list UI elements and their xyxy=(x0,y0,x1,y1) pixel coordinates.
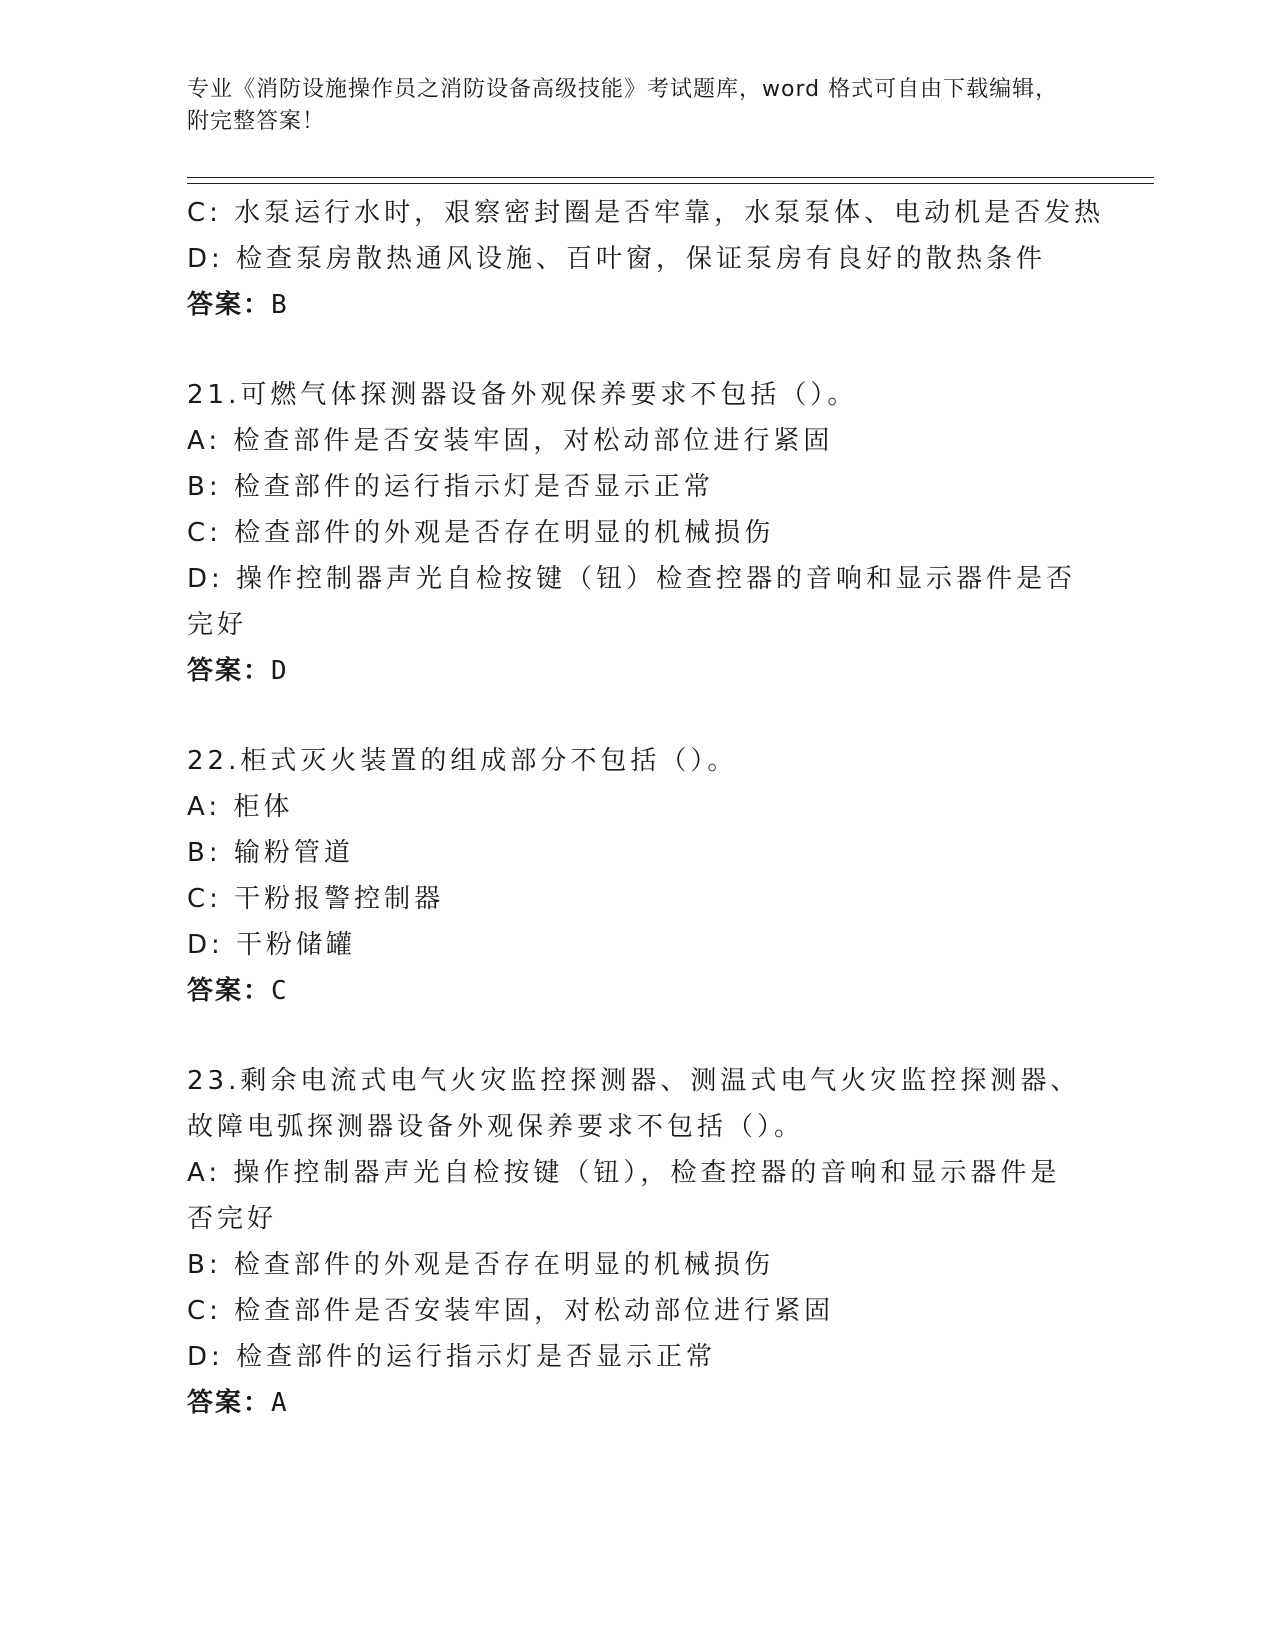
answer-line xyxy=(187,968,1087,1014)
question-stem: 23.剩余电流式电气火灾监控探测器、测温式电气火灾监控探测器、故障电弧探测器设备外观保养要求不包括（）。 xyxy=(187,1066,1081,1142)
option-d: D: 操作控制器声光自检按键（钮）检查控器的音响和显示器件是否完好 xyxy=(187,564,1077,640)
answer-line xyxy=(187,1380,1087,1426)
option-b: B: 输粉管道 xyxy=(187,838,354,868)
question-21 xyxy=(187,372,1087,694)
answer-label: 答案： xyxy=(187,976,272,1006)
answer-value: A xyxy=(271,1388,289,1418)
option-a: A: 柜体 xyxy=(187,792,294,822)
option-d: D: 检查泵房散热通风设施、百叶窗，保证泵房有良好的散热条件 xyxy=(187,244,1047,274)
answer-label: 答案： xyxy=(187,290,272,320)
question-stem: 22.柜式灭火装置的组成部分不包括（）。 xyxy=(187,746,738,776)
question-continuation xyxy=(187,190,1105,328)
option-c: C: 水泵运行水时，艰察密封圈是否牢靠，水泵泵体、电动机是否发热 xyxy=(187,198,1105,228)
header-divider-bottom xyxy=(187,183,1154,184)
question-22 xyxy=(187,738,1087,1014)
option-a: A: 检查部件是否安装牢固，对松动部位进行紧固 xyxy=(187,426,834,456)
answer-label: 答案： xyxy=(187,656,272,686)
option-a: A: 操作控制器声光自检按键（钮），检查控器的音响和显示器件是否完好 xyxy=(187,1158,1061,1234)
document-header: 专业《消防设施操作员之消防设备高级技能》考试题库，word 格式可自由下载编辑，附完整答案！ xyxy=(187,77,1059,134)
question-stem: 21.可燃气体探测器设备外观保养要求不包括（）。 xyxy=(187,380,858,410)
answer-label: 答案： xyxy=(187,1388,272,1418)
answer-value: D xyxy=(271,656,289,686)
option-d: D: 干粉储罐 xyxy=(187,930,357,960)
answer-line xyxy=(187,648,1087,694)
option-b: B: 检查部件的外观是否存在明显的机械损伤 xyxy=(187,1250,774,1280)
header-divider-top xyxy=(187,177,1154,178)
option-c: C: 检查部件是否安装牢固，对松动部位进行紧固 xyxy=(187,1296,835,1326)
option-c: C: 检查部件的外观是否存在明显的机械损伤 xyxy=(187,518,775,548)
answer-line xyxy=(187,282,1087,328)
option-b: B: 检查部件的运行指示灯是否显示正常 xyxy=(187,472,714,502)
option-c: C: 干粉报警控制器 xyxy=(187,884,445,914)
answer-value: C xyxy=(271,976,289,1006)
question-23 xyxy=(187,1058,1087,1426)
option-d: D: 检查部件的运行指示灯是否显示正常 xyxy=(187,1342,717,1372)
answer-value: B xyxy=(271,290,289,320)
question-list xyxy=(187,190,1105,1426)
